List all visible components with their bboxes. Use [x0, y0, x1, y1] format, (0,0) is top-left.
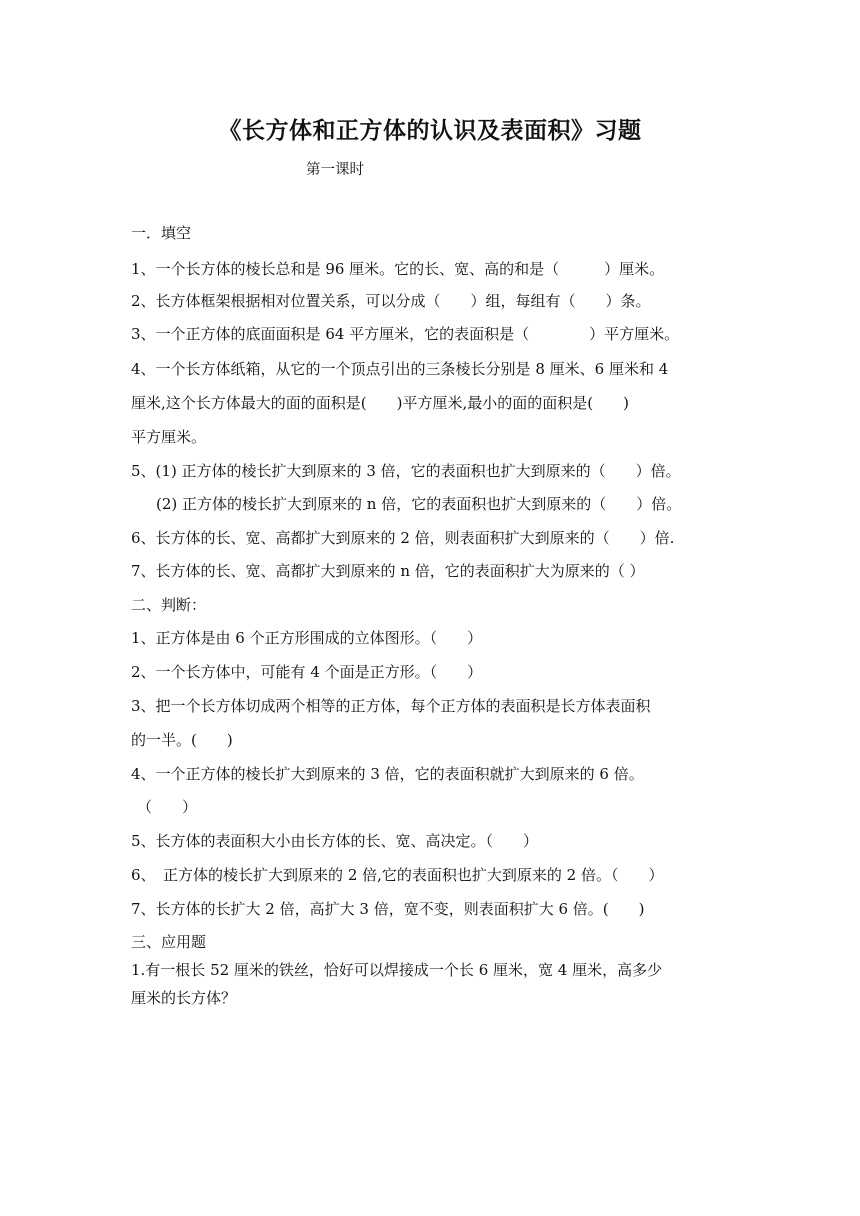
document-subtitle: 第一课时	[306, 162, 364, 178]
judge-question-6: 6、 正方体的棱长扩大到原来的 2 倍,它的表面积也扩大到原来的 2 倍。（ ）	[131, 866, 664, 884]
fill-question-1: 1、一个长方体的棱长总和是 96 厘米。它的长、宽、高的和是（ ）厘米。	[131, 260, 665, 278]
fill-question-5-part2: (2) 正方体的棱长扩大到原来的 n 倍，它的表面积也扩大到原来的（ ）倍。	[156, 495, 682, 513]
judge-question-7: 7、长方体的长扩大 2 倍，高扩大 3 倍，宽不变，则表面积扩大 6 倍。( )	[131, 900, 645, 918]
judge-question-3-line1: 3、把一个长方体切成两个相等的正方体，每个正方体的表面积是长方体表面积	[131, 697, 651, 715]
application-question-1-line1: 1.有一根长 52 厘米的铁丝，恰好可以焊接成一个长 6 厘米，宽 4 厘米，高多少	[131, 961, 663, 979]
fill-question-2: 2、长方体框架根据相对位置关系，可以分成（ ）组，每组有（ ）条。	[131, 292, 651, 310]
judge-question-3-line2: 的一半。( )	[131, 731, 233, 749]
section-heading-application: 三、应用题	[131, 933, 207, 951]
fill-question-3: 3、一个正方体的底面面积是 64 平方厘米，它的表面积是（ ）平方厘米。	[131, 325, 680, 343]
document-title: 《长方体和正方体的认识及表面积》习题	[218, 117, 642, 144]
fill-question-4-line2: 厘米,这个长方体最大的面的面积是( )平方厘米,最小的面的面积是( )	[131, 394, 629, 412]
section-heading-fill-blank: 一．填空	[131, 224, 192, 242]
judge-question-4-line2: （ ）	[137, 798, 198, 816]
fill-question-6: 6、长方体的长、宽、高都扩大到原来的 2 倍，则表面积扩大到原来的（ ）倍.	[131, 529, 675, 547]
fill-question-4-line1: 4、一个长方体纸箱，从它的一个顶点引出的三条棱长分别是 8 厘米、6 厘米和 4	[131, 360, 669, 378]
judge-question-4-line1: 4、一个正方体的棱长扩大到原来的 3 倍，它的表面积就扩大到原来的 6 倍。	[131, 765, 644, 783]
fill-question-4-line3: 平方厘米。	[131, 428, 207, 446]
judge-question-2: 2、一个长方体中，可能有 4 个面是正方形。（ ）	[131, 663, 483, 681]
judge-question-5: 5、长方体的表面积大小由长方体的长、宽、高决定。（ ）	[131, 832, 539, 850]
section-heading-judge: 二、判断：	[131, 596, 207, 614]
fill-question-7: 7、长方体的长、宽、高都扩大到原来的 n 倍，它的表面积扩大为原来的（ ）	[131, 562, 645, 580]
fill-question-5-part1: 5、(1) 正方体的棱长扩大到原来的 3 倍，它的表面积也扩大到原来的（ ）倍。	[131, 462, 681, 480]
judge-question-1: 1、正方体是由 6 个正方形围成的立体图形。（ ）	[131, 629, 483, 647]
application-question-1-line2: 厘米的长方体？	[131, 989, 237, 1007]
